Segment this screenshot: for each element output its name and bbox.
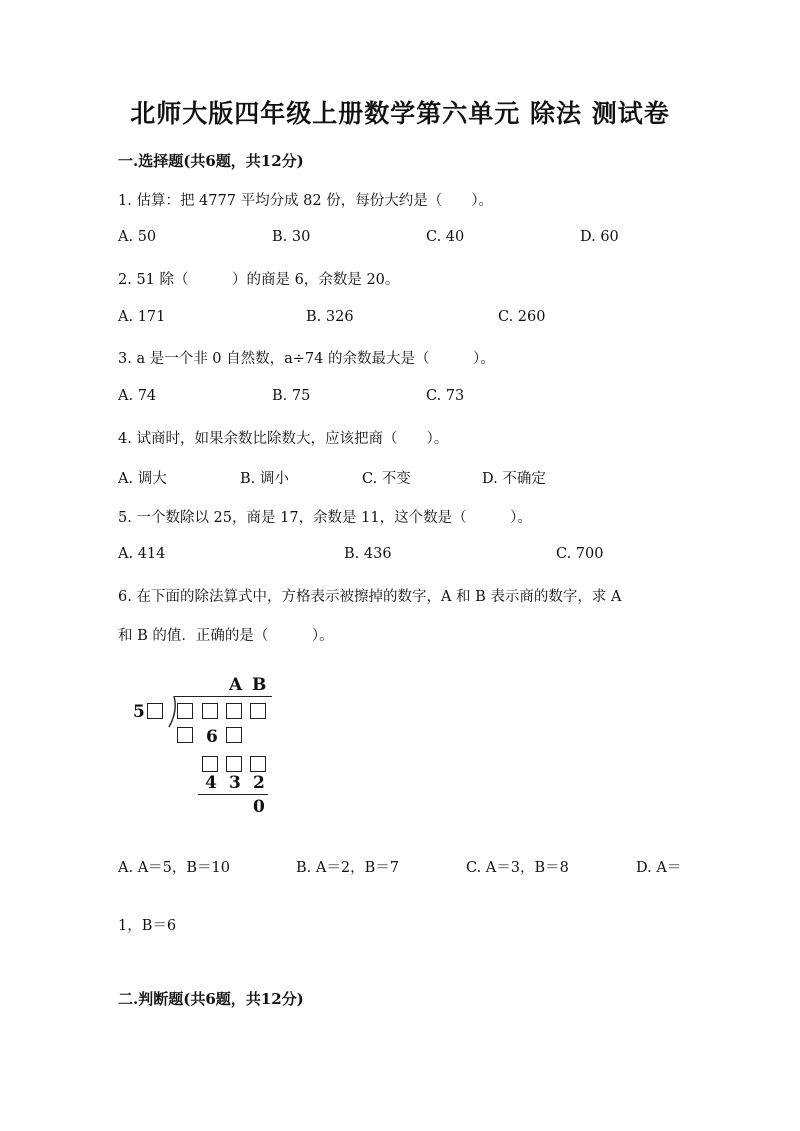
- dividend-blank-box-4: [250, 703, 266, 719]
- row4-digit-2: 3: [229, 773, 241, 793]
- row4-digit-1: 4: [205, 773, 217, 793]
- question-2-option-b: B. 326: [306, 309, 354, 325]
- question-5-text: 5. 一个数除以 25，商是 17，余数是 11，这个数是（ ）。: [118, 510, 532, 526]
- question-4-text: 4. 试商时，如果余数比除数大，应该把商（ ）。: [118, 431, 449, 447]
- question-3-text: 3. a 是一个非 0 自然数，a÷74 的余数最大是（ ）。: [118, 351, 495, 367]
- row4-digit-3: 2: [253, 773, 265, 793]
- section-heading-choice: 一.选择题(共6题，共12分): [118, 152, 304, 170]
- question-4-option-d: D. 不确定: [482, 471, 546, 487]
- question-3-option-b: B. 75: [272, 388, 311, 404]
- subtraction-line: [198, 794, 268, 795]
- question-6-option-a: A. A＝5，B＝10: [118, 860, 230, 876]
- page-title: 北师大版四年级上册数学第六单元 除法 测试卷: [130, 99, 670, 128]
- question-6-option-d: D. A＝: [636, 860, 682, 876]
- quotient-digit-a: A: [229, 675, 243, 695]
- row3-blank-box-3: [250, 756, 266, 772]
- question-2-option-c: C. 260: [498, 309, 546, 325]
- partial-product-blank-box-2: [226, 727, 242, 743]
- question-4-option-b: B. 调小: [240, 471, 289, 487]
- question-4-option-c: C. 不变: [362, 471, 411, 487]
- divisor-digit: 5: [133, 702, 145, 722]
- question-1-option-b: B. 30: [272, 229, 311, 245]
- question-4-option-a: A. 调大: [118, 471, 167, 487]
- question-6-option-d-continued: 1，B＝6: [118, 918, 177, 934]
- question-6-text-line-2: 和 B 的值．正确的是（ ）。: [118, 628, 334, 644]
- dividend-blank-box-1: [177, 703, 193, 719]
- question-2-text: 2. 51 除（ ）的商是 6，余数是 20。: [118, 272, 400, 288]
- row3-blank-box-1: [202, 756, 218, 772]
- divisor-blank-box: [147, 703, 163, 719]
- question-5-option-c: C. 700: [556, 546, 604, 562]
- question-6-option-c: C. A＝3，B＝8: [466, 860, 569, 876]
- row3-blank-box-2: [226, 756, 242, 772]
- question-1-option-c: C. 40: [426, 229, 465, 245]
- question-6-option-b: B. A＝2，B＝7: [296, 860, 399, 876]
- dividend-blank-box-2: [202, 703, 218, 719]
- question-2-option-a: A. 171: [118, 309, 166, 325]
- remainder-digit: 0: [253, 797, 265, 817]
- question-1-option-a: A. 50: [118, 229, 157, 245]
- dividend-blank-box-3: [226, 703, 242, 719]
- question-3-option-a: A. 74: [118, 388, 157, 404]
- partial-product-digit: 6: [206, 727, 218, 747]
- question-1-option-d: D. 60: [580, 229, 619, 245]
- partial-product-blank-box-1: [177, 727, 193, 743]
- question-3-option-c: C. 73: [426, 388, 465, 404]
- question-6-text-line-1: 6. 在下面的除法算式中，方格表示被擦掉的数字，A 和 B 表示商的数字，求 A: [118, 589, 622, 605]
- question-5-option-a: A. 414: [118, 546, 166, 562]
- long-division-figure: [130, 672, 290, 822]
- quotient-digit-b: B: [252, 675, 267, 695]
- division-bar: [174, 696, 272, 697]
- section-heading-true-false: 二.判断题(共6题，共12分): [118, 990, 304, 1008]
- question-5-option-b: B. 436: [344, 546, 392, 562]
- question-1-text: 1. 估算：把 4777 平均分成 82 份，每份大约是（ ）。: [118, 193, 493, 209]
